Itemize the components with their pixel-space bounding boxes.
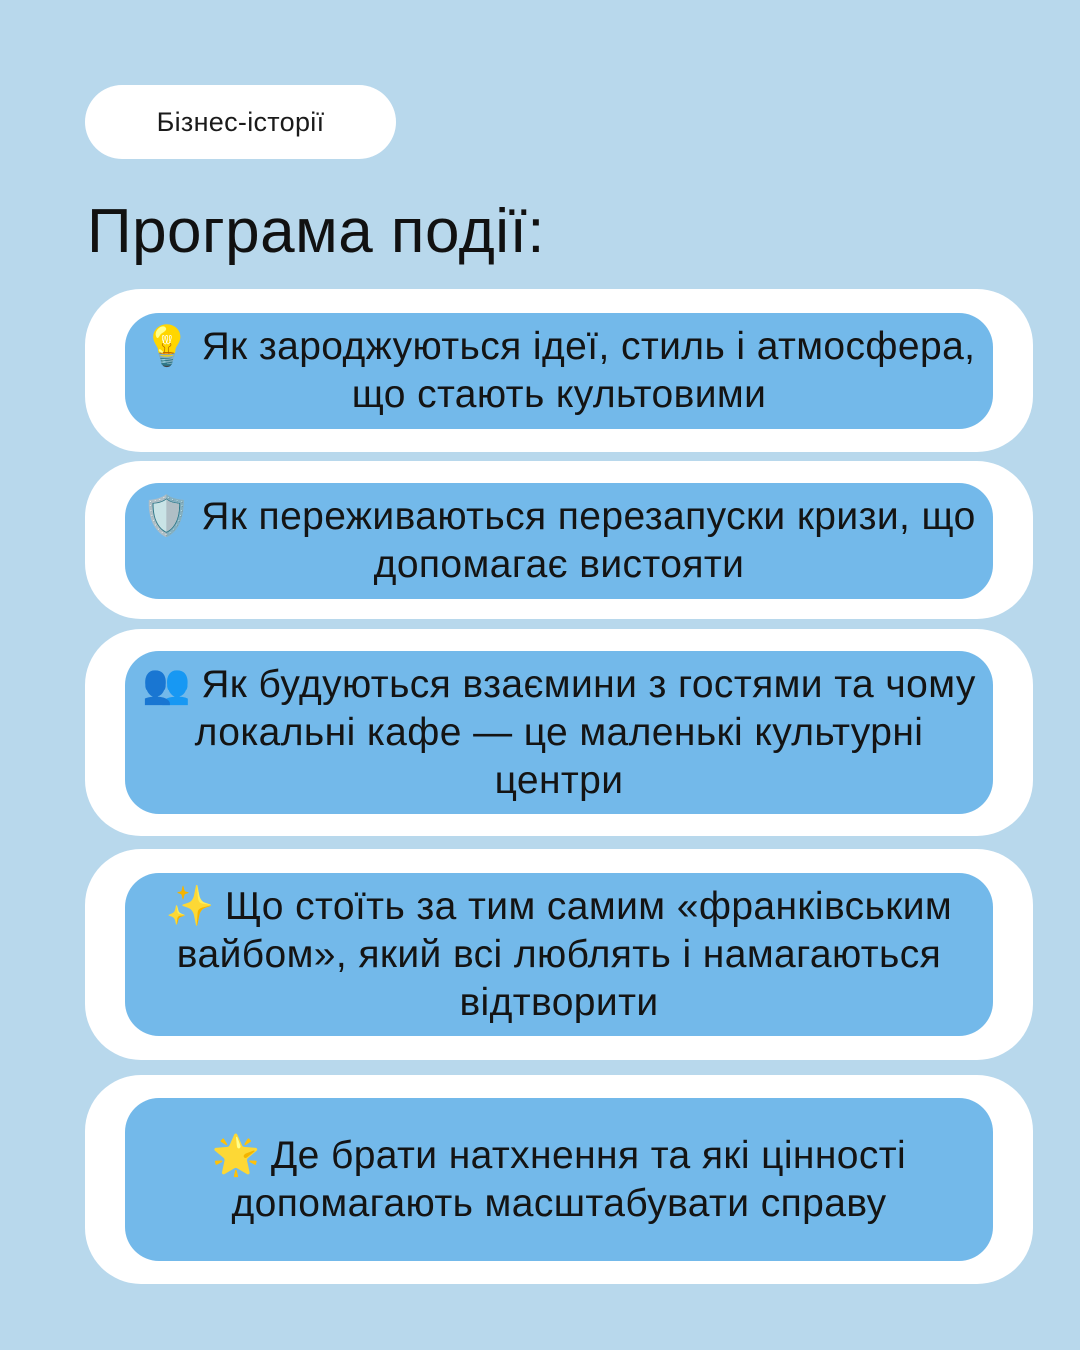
program-item-text [125,323,993,419]
program-item-box [125,873,993,1036]
program-item-label: Як переживаються перезапуски кризи, що допомагає вистояти [201,495,976,586]
program-item-box [125,313,993,429]
program-item-box [125,1098,993,1261]
program-item-label: Де брати натхнення та які цінності допомагають масштабувати справу [231,1133,907,1225]
program-item-card [85,849,1033,1060]
program-item-text [125,493,993,589]
program-item-text [125,661,993,805]
program-item-label: Що стоїть за тим самим «франківським вайбом», який всі люблять і намагаються відтворити [176,884,953,1024]
glowing-star-icon: 🌟 [211,1132,261,1178]
program-item-box [125,651,993,814]
lightbulb-icon: 💡 [142,324,192,369]
program-item-card [85,1075,1033,1284]
program-item-text [125,883,993,1027]
shield-icon: 🛡️ [142,494,192,539]
program-item-label: Як будуються взаємини з гостями та чому локальні кафе — це маленькі культурні центри [194,662,976,802]
people-icon: 👥 [142,661,192,707]
sparkles-icon: ✨ [165,883,215,929]
program-item-label: Як зароджуються ідеї, стиль і атмосфера, що стають культовими [201,325,976,416]
page-title: Програма події: [87,197,546,266]
program-item-card [85,461,1033,619]
category-tag: Бізнес-історії [85,85,396,159]
program-item-text [125,1132,993,1228]
program-item-box [125,483,993,599]
program-item-card [85,289,1033,452]
program-item-card [85,629,1033,836]
